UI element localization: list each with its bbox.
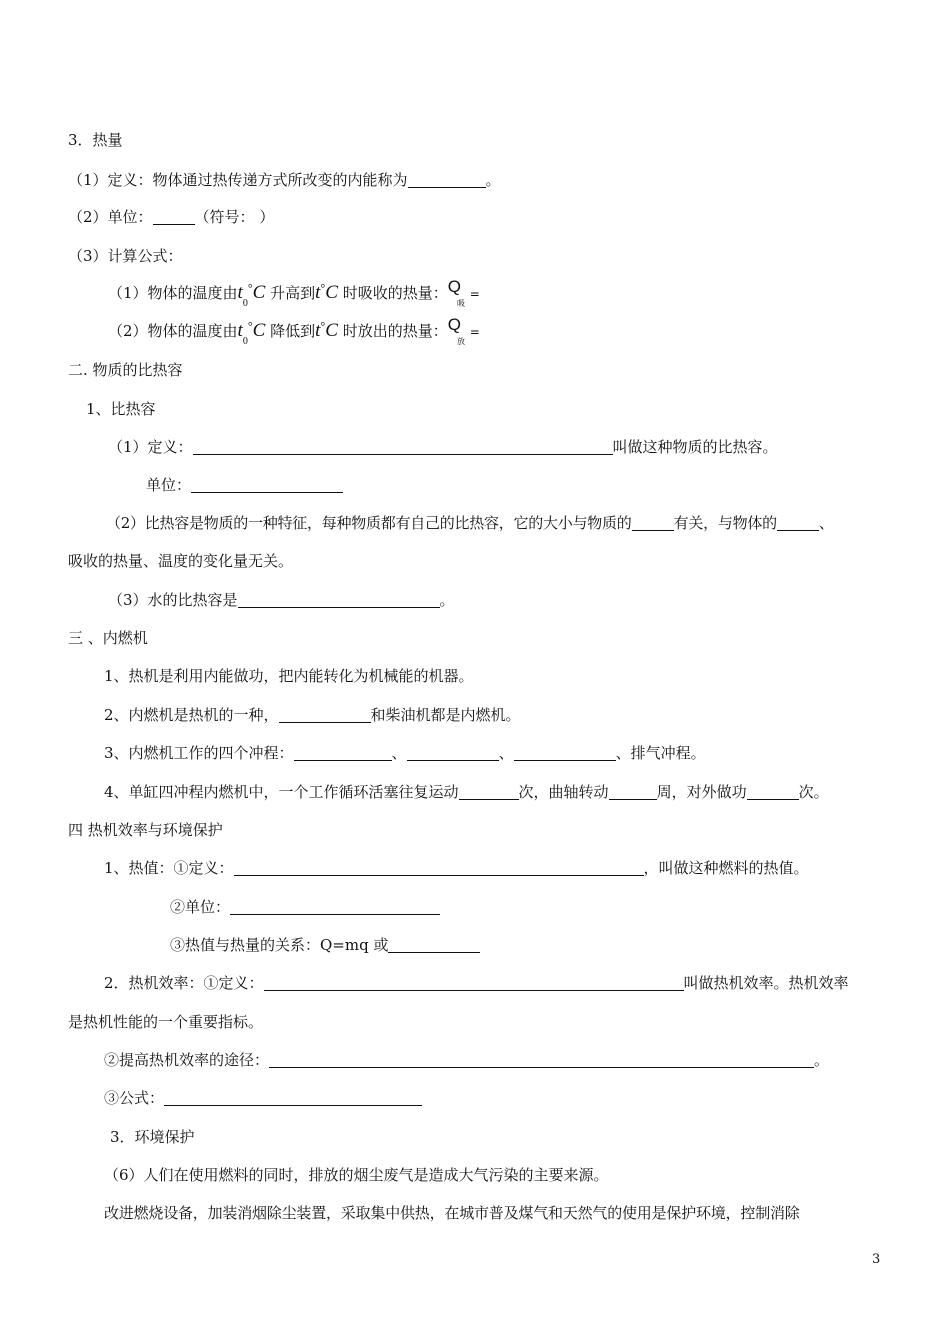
section-specific-heat-heading: 二. 物质的比热容 <box>68 361 183 379</box>
blank[interactable] <box>609 785 657 800</box>
blank[interactable] <box>407 746 499 761</box>
blank[interactable] <box>777 516 819 531</box>
water-specific-heat: （3）水的比热容是 。 <box>108 591 455 609</box>
formula-release: （2）物体的温度由$t_0^\circ C$ 降低到t°C 时放出的热量：$Q_放$ = <box>108 315 480 347</box>
blank[interactable] <box>294 746 392 761</box>
blank[interactable] <box>279 708 371 723</box>
specific-heat-subheading: 1、比热容 <box>86 400 156 418</box>
engine-cycle: 4、单缸四冲程内燃机中，一个工作循环活塞往复运动 次，曲轴转动 周，对外做功 次。 <box>104 783 829 801</box>
blank[interactable] <box>459 785 519 800</box>
blank[interactable] <box>191 478 343 493</box>
formula-label: （3）计算公式： <box>68 247 183 265</box>
blank[interactable] <box>408 173 486 188</box>
engine-line-1: 1、热机是利用内能做功，把内能转化为机械能的机器。 <box>104 667 474 685</box>
heat-value-unit: ②单位： <box>170 897 440 917</box>
engine-line-2: 2、内燃机是热机的一种， 和柴油机都是内燃机。 <box>104 706 521 724</box>
environment-measures: 改进燃烧设备，加装消烟除尘装置，采取集中供热，在城市普及煤气和天然气的使用是保护环境，控制消除 <box>104 1204 800 1222</box>
page-number: 3 <box>872 1252 881 1267</box>
heat-unit: （2）单位： （符号： ） <box>68 208 275 226</box>
efficiency-definition-cont: 是热机性能的一个重要指标。 <box>68 1013 264 1031</box>
blank[interactable] <box>153 210 195 225</box>
blank[interactable] <box>632 516 674 531</box>
blank[interactable] <box>747 785 799 800</box>
blank[interactable] <box>514 746 616 761</box>
blank[interactable] <box>269 1053 814 1068</box>
specific-heat-definition: （1）定义： 叫做这种物质的比热容。 <box>108 438 778 456</box>
blank[interactable] <box>238 593 440 608</box>
specific-heat-property: （2）比热容是物质的一种特征，每种物质都有自己的比热容，它的大小与物质的 有关，与物体的 、 <box>106 514 834 532</box>
heat-definition: （1）定义：物体通过热传递方式所改变的内能称为 。 <box>68 171 501 189</box>
environment-heading: 3．环境保护 <box>110 1128 195 1146</box>
section-heat-heading: 3．热量 <box>68 131 123 149</box>
engine-strokes: 3、内燃机工作的四个冲程： 、 、 、排气冲程。 <box>104 744 706 762</box>
blank[interactable] <box>234 861 644 876</box>
specific-heat-unit: 单位： <box>146 475 343 495</box>
section-engine-heading: 三 、内燃机 <box>68 629 148 647</box>
efficiency-improve: ②提高热机效率的途径： 。 <box>104 1051 830 1069</box>
blank[interactable] <box>264 976 684 991</box>
efficiency-definition: 2．热机效率：①定义： 叫做热机效率。热机效率 <box>104 974 849 992</box>
environment-pollution: （6）人们在使用燃料的同时，排放的烟尘废气是造成大气污染的主要来源。 <box>104 1166 609 1184</box>
blank[interactable] <box>388 938 480 953</box>
heat-value-relation: ③热值与热量的关系：Q=mq 或 <box>170 935 480 955</box>
blank[interactable] <box>230 900 440 915</box>
formula-absorb: （1）物体的温度由$t_0^\circ C$ 升高到t°C 时吸收的热量：$Q_吸$ = <box>108 277 480 309</box>
blank[interactable] <box>193 440 613 455</box>
specific-heat-property-cont: 吸收的热量、温度的变化量无关。 <box>68 552 294 570</box>
blank[interactable] <box>164 1091 422 1106</box>
section-efficiency-heading: 四 热机效率与环境保护 <box>68 821 223 839</box>
efficiency-formula: ③公式： <box>104 1088 422 1108</box>
heat-value-definition: 1、热值：①定义： ，叫做这种燃料的热值。 <box>104 859 809 877</box>
